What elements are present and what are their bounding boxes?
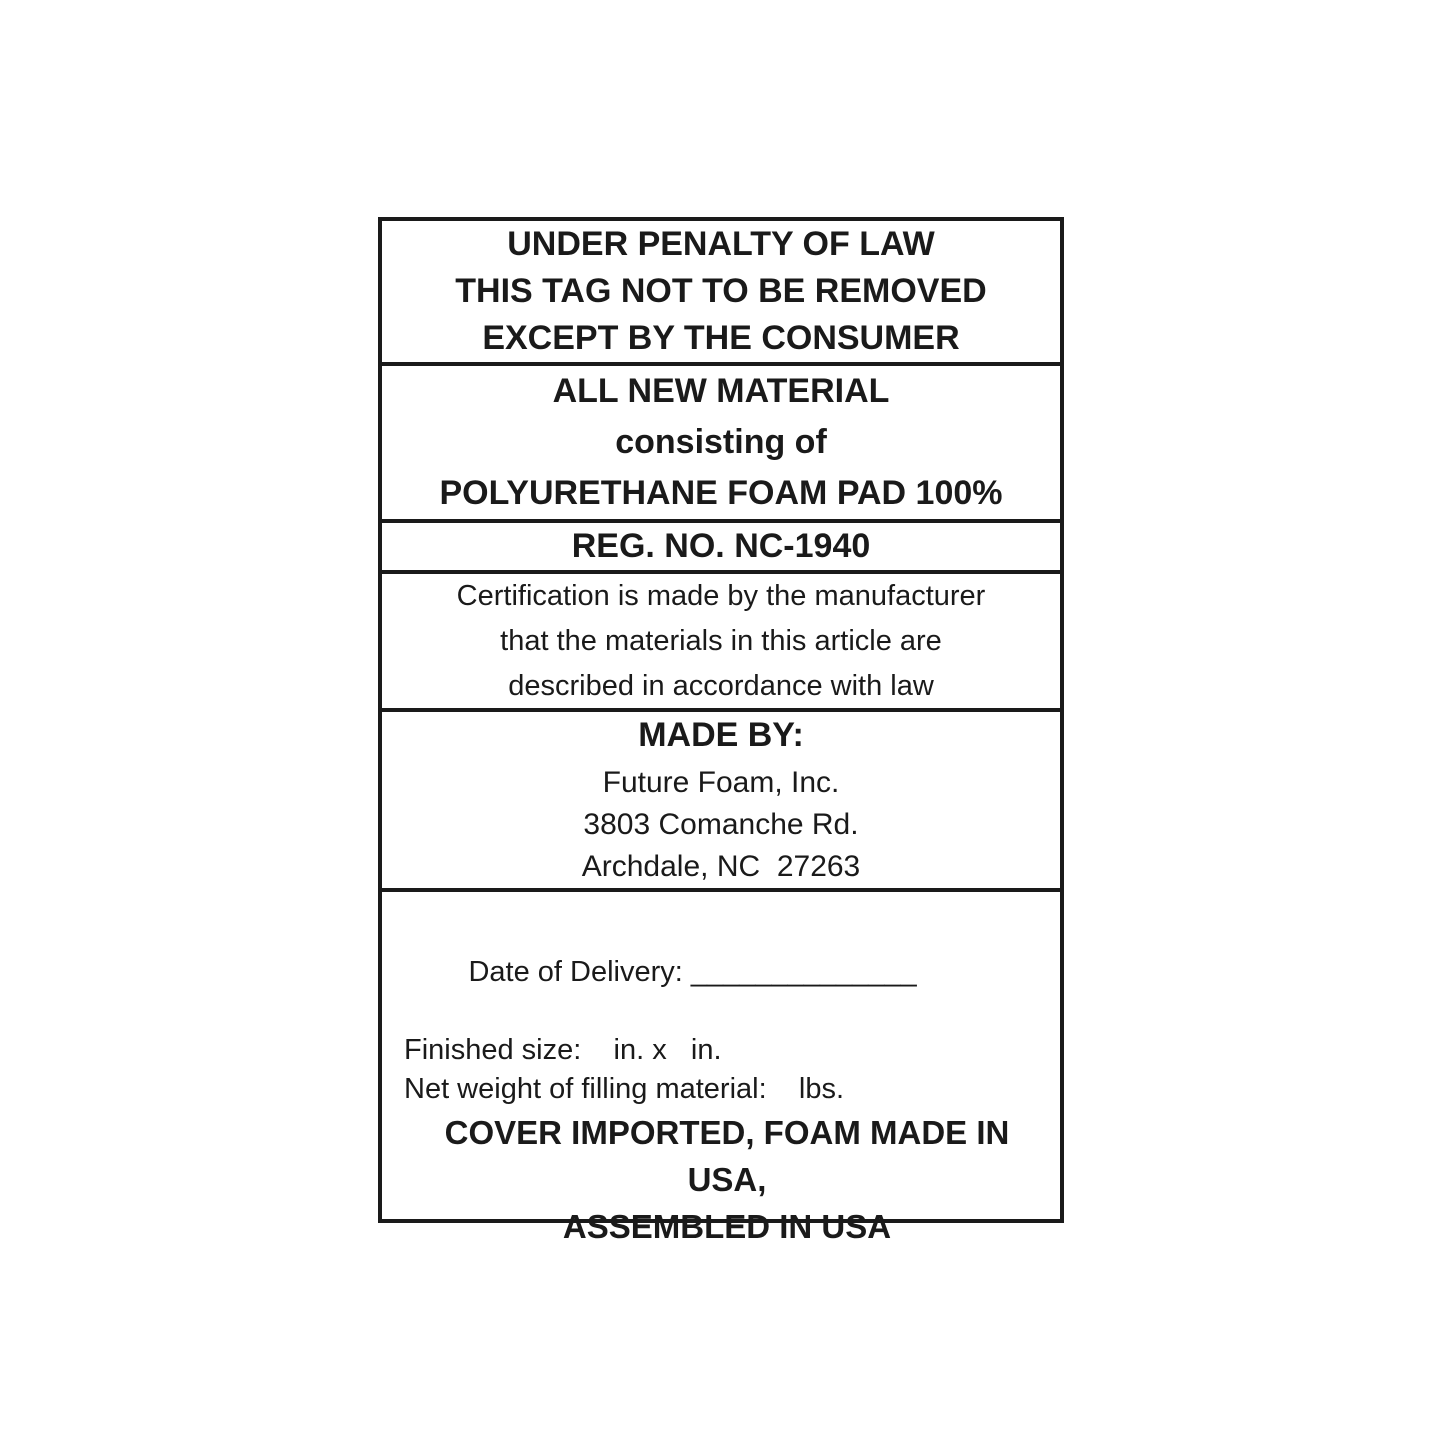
certification-line: described in accordance with law bbox=[508, 669, 934, 702]
origin-line: COVER IMPORTED, FOAM MADE IN USA, bbox=[444, 1114, 1019, 1198]
date-of-delivery-label: Date of Delivery: bbox=[468, 956, 683, 988]
finished-size-line: Finished size: in. x in. bbox=[404, 1034, 722, 1066]
certification-section bbox=[382, 570, 1060, 708]
material-line: ALL NEW MATERIAL bbox=[552, 372, 890, 410]
penalty-line: THIS TAG NOT TO BE REMOVED bbox=[455, 272, 987, 310]
material-line: POLYURETHANE FOAM PAD 100% bbox=[439, 474, 1003, 512]
date-of-delivery-blank: ______________ bbox=[690, 956, 917, 988]
manufacturer-street: 3803 Comanche Rd. bbox=[583, 808, 859, 841]
certification-line: Certification is made by the manufacturer bbox=[456, 579, 986, 612]
manufacturer-city-state-zip: Archdale, NC 27263 bbox=[581, 850, 861, 883]
origin-line: ASSEMBLED IN USA bbox=[562, 1208, 892, 1245]
penalty-section bbox=[382, 221, 1060, 362]
origin-statement bbox=[404, 1109, 1050, 1256]
penalty-line: UNDER PENALTY OF LAW bbox=[507, 225, 935, 263]
date-of-delivery-line bbox=[404, 914, 1050, 1031]
registration-number-section bbox=[382, 519, 1060, 570]
made-by-section bbox=[382, 708, 1060, 888]
made-by-heading: MADE BY: bbox=[638, 716, 804, 754]
material-line: consisting of bbox=[615, 423, 827, 461]
material-section bbox=[382, 362, 1060, 519]
law-tag-label bbox=[378, 217, 1064, 1245]
registration-number: REG. NO. NC-1940 bbox=[571, 527, 871, 565]
delivery-details-section bbox=[382, 888, 1060, 1270]
penalty-line: EXCEPT BY THE CONSUMER bbox=[482, 319, 960, 357]
net-weight-line: Net weight of filling material: lbs. bbox=[404, 1073, 845, 1105]
certification-line: that the materials in this article are bbox=[500, 624, 942, 657]
manufacturer-name: Future Foam, Inc. bbox=[602, 766, 840, 799]
